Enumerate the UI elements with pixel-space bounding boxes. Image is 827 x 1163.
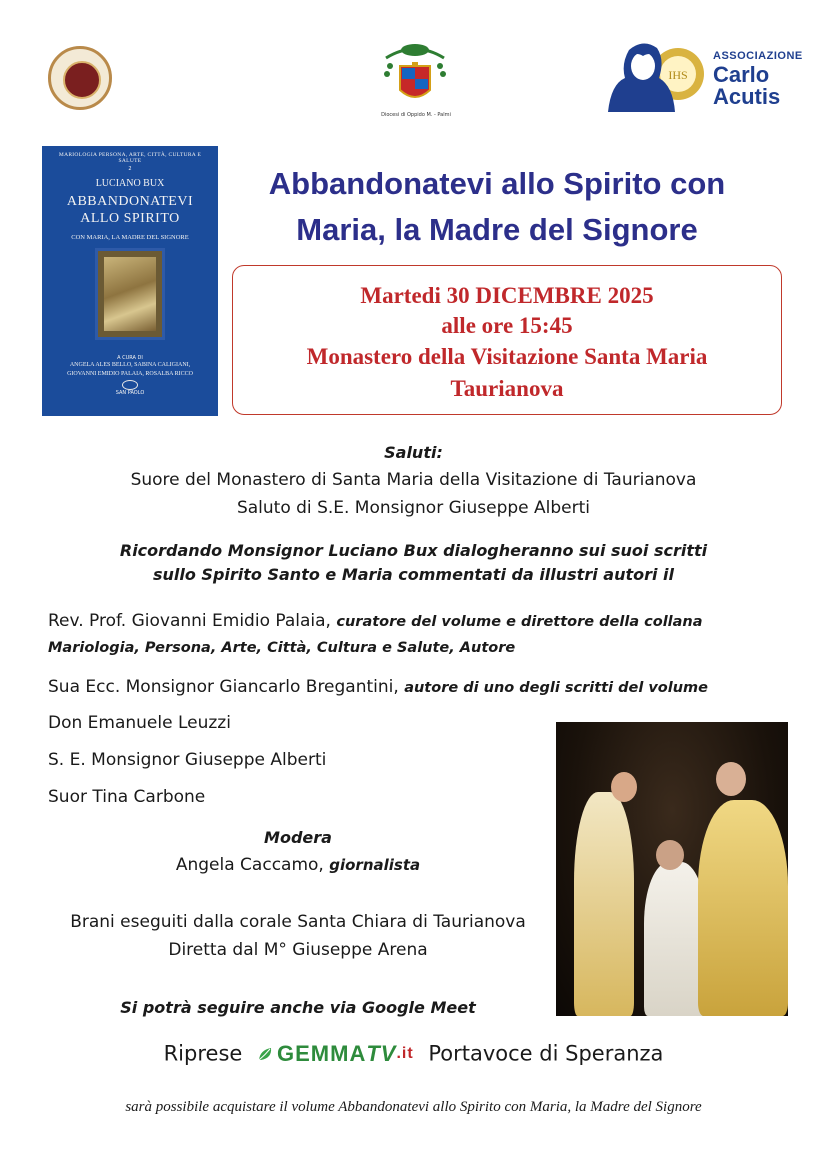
gemma-brand: GEMMA [277, 1041, 367, 1067]
riprese-tagline: Portavoce di Speranza [428, 1041, 664, 1066]
photo-figure [611, 772, 637, 802]
speaker-bregantini [48, 677, 708, 697]
ihs-label: IHS [668, 68, 688, 82]
order-seal-logo [48, 46, 112, 110]
event-title-line2: Maria, la Madre del Signore [296, 212, 698, 247]
crest-caption: Diocesi di Oppido M. - Palmi [381, 112, 451, 118]
intro-line1: Ricordando Monsignor Luciano Bux dialogheranno sui suoi scritti [119, 541, 708, 560]
book-number: 2 [128, 166, 132, 172]
moderator-name: Angela Caccamo, [175, 855, 330, 875]
acutis-association-label: ASSOCIAZIONE [713, 50, 803, 62]
carlo-acutis-logo [603, 34, 803, 112]
choir-line1: Brani eseguiti dalla corale Santa Chiara di Taurianova [70, 912, 526, 932]
speaker-alberti: S. E. Monsignor Giuseppe Alberti [48, 750, 327, 770]
book-curators-label: A CURA DI [117, 355, 143, 361]
diocese-crest-icon [378, 36, 452, 120]
carlo-acutis-portrait-icon [603, 34, 708, 112]
book-publisher: SAN PAOLO [115, 390, 145, 396]
leaf-icon [257, 1046, 275, 1062]
acutis-name-last: Acutis [713, 84, 781, 109]
event-place-line2: Taurianova [450, 376, 564, 401]
book-title-line1: ABBANDONATEVI [66, 194, 194, 209]
google-meet-note: Si potrà seguire anche via Google Meet [120, 998, 476, 1017]
riprese-label: Riprese [163, 1041, 243, 1066]
moderator-role: giornalista [329, 856, 421, 874]
book-series: MARIOLOGIA PERSONA, ARTE, CITTÀ, CULTURA E SALUTE [58, 152, 202, 164]
choir-line2: Diretta dal M° Giuseppe Arena [168, 940, 428, 960]
speaker-name: Sua Ecc. Monsignor Giancarlo Bregantini, [48, 677, 405, 697]
photo-figure [574, 792, 634, 1016]
book-curators-line1: ANGELA ALES BELLO, SABINA CALIGIANI, [69, 362, 191, 368]
speaker-leuzzi: Don Emanuele Leuzzi [48, 713, 231, 733]
speaker-name: Rev. Prof. Giovanni Emidio Palaia, [48, 611, 337, 631]
book-cover [42, 146, 218, 416]
speaker-carbone: Suor Tina Carbone [48, 787, 206, 807]
book-author: LUCIANO BUX [95, 178, 165, 189]
modera-heading: Modera [264, 828, 332, 847]
speaker-role: autore di uno degli scritti del volume [404, 680, 708, 696]
speaker-palaia [48, 611, 703, 631]
event-time: alle ore 15:45 [441, 313, 573, 338]
photo-figure [656, 840, 684, 870]
book-title-line2: ALLO SPIRITO [80, 211, 180, 226]
photo-figure [698, 800, 788, 1016]
acutis-name-first: Carlo [713, 62, 770, 87]
gemma-tv-logo [257, 1040, 414, 1067]
seal-emblem-icon [63, 61, 101, 99]
publisher-logo-icon [122, 380, 138, 390]
event-date: Martedi 30 DICEMBRE 2025 [360, 283, 654, 308]
book-subtitle: CON MARIA, LA MADRE DEL SIGNORE [71, 234, 189, 241]
book-cover-artwork [95, 248, 165, 340]
intro-line2: sullo Spirito Santo e Maria commentati da illustri autori il [152, 565, 675, 584]
filming-credits [0, 1040, 827, 1067]
saluti-heading: Saluti: [384, 443, 443, 462]
moderator [48, 855, 548, 875]
footer-note: sarà possibile acquistare il volume Abbandonatevi allo Spirito con Maria, la Madre del Signore [125, 1099, 702, 1115]
saluti-line1: Suore del Monastero di Santa Maria della Visitazione di Taurianova [130, 470, 697, 490]
event-title-line1: Abbandonatevi allo Spirito con [268, 166, 726, 201]
photo-figure [644, 862, 706, 1016]
photo-figure [716, 762, 746, 796]
event-place-line1: Monastero della Visitazione Santa Maria [306, 344, 708, 369]
saluti-line2: Saluto di S.E. Monsignor Giuseppe Alberti [236, 498, 591, 518]
gemma-tv: TV [366, 1041, 397, 1067]
speaker-palaia-role-cont: Mariologia, Persona, Arte, Città, Cultura e Salute, Autore [48, 640, 516, 656]
speaker-role: curatore del volume e direttore della collana [336, 614, 703, 630]
book-curators-line2: GIOVANNI EMIDIO PALAIA, ROSALBA RICCO [67, 371, 193, 377]
gemma-tld: .it [396, 1045, 414, 1063]
ordination-photo [556, 722, 788, 1016]
